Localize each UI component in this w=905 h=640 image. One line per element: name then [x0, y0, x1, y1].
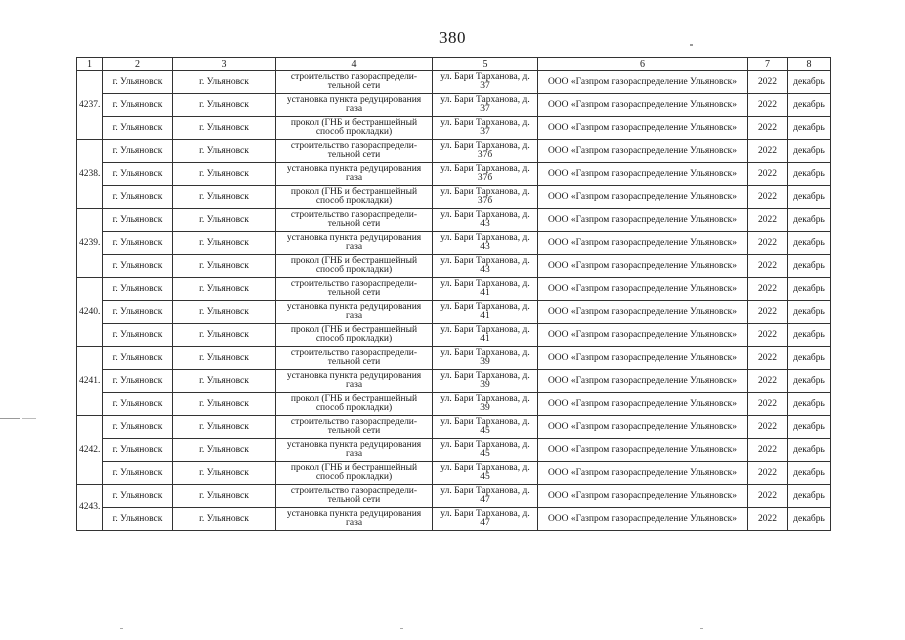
cell-address: ул. Бари Тарханова, д. 45 — [433, 416, 538, 439]
cell-work-type: установка пункта редуцирования газа — [276, 232, 433, 255]
scan-margin-mark — [22, 418, 36, 419]
cell-month: декабрь — [788, 416, 831, 439]
cell-year: 2022 — [748, 347, 788, 370]
cell-locality-to: г. Ульяновск — [173, 416, 276, 439]
cell-locality-to: г. Ульяновск — [173, 301, 276, 324]
cell-work-type: прокол (ГНБ и бестраншейный способ прокладки) — [276, 393, 433, 416]
cell-month: декабрь — [788, 71, 831, 94]
entry-number: 4241. — [77, 347, 103, 416]
cell-locality-to: г. Ульяновск — [173, 255, 276, 278]
cell-organization: ООО «Газпром газораспределение Ульяновск» — [538, 370, 748, 393]
cell-locality-to: г. Ульяновск — [173, 324, 276, 347]
registry-table — [76, 57, 831, 531]
cell-address: ул. Бари Тарханова, д. 37 — [433, 71, 538, 94]
cell-month: декабрь — [788, 485, 831, 508]
cell-month: декабрь — [788, 255, 831, 278]
cell-work-type: строительство газораспредели-тельной сети — [276, 347, 433, 370]
cell-year: 2022 — [748, 439, 788, 462]
entry-number: 4240. — [77, 278, 103, 347]
cell-month: декабрь — [788, 462, 831, 485]
cell-work-type: установка пункта редуцирования газа — [276, 508, 433, 531]
cell-month: декабрь — [788, 393, 831, 416]
cell-locality-to: г. Ульяновск — [173, 278, 276, 301]
header-cell-5: 5 — [433, 58, 538, 71]
cell-year: 2022 — [748, 485, 788, 508]
cell-year: 2022 — [748, 278, 788, 301]
entry-number: 4242. — [77, 416, 103, 485]
cell-month: декабрь — [788, 301, 831, 324]
cell-address: ул. Бари Тарханова, д. 43 — [433, 255, 538, 278]
cell-locality-from: г. Ульяновск — [103, 347, 173, 370]
cell-year: 2022 — [748, 163, 788, 186]
cell-organization: ООО «Газпром газораспределение Ульяновск» — [538, 439, 748, 462]
header-cell-7: 7 — [748, 58, 788, 71]
cell-locality-to: г. Ульяновск — [173, 462, 276, 485]
header-cell-2: 2 — [103, 58, 173, 71]
cell-organization: ООО «Газпром газораспределение Ульяновск» — [538, 347, 748, 370]
cell-work-type: установка пункта редуцирования газа — [276, 94, 433, 117]
table-row — [77, 117, 831, 140]
cell-organization: ООО «Газпром газораспределение Ульяновск» — [538, 393, 748, 416]
cell-address: ул. Бари Тарханова, д. 41 — [433, 301, 538, 324]
cell-address: ул. Бари Тарханова, д. 47 — [433, 485, 538, 508]
table-row — [77, 416, 831, 439]
cell-organization: ООО «Газпром газораспределение Ульяновск» — [538, 140, 748, 163]
table-row — [77, 439, 831, 462]
table-row — [77, 508, 831, 531]
scan-dot — [700, 628, 703, 629]
table-row — [77, 163, 831, 186]
table-row — [77, 347, 831, 370]
table-row — [77, 140, 831, 163]
cell-year: 2022 — [748, 508, 788, 531]
cell-locality-from: г. Ульяновск — [103, 462, 173, 485]
cell-year: 2022 — [748, 301, 788, 324]
cell-locality-from: г. Ульяновск — [103, 186, 173, 209]
entry-number: 4239. — [77, 209, 103, 278]
cell-organization: ООО «Газпром газораспределение Ульяновск» — [538, 232, 748, 255]
cell-locality-from: г. Ульяновск — [103, 439, 173, 462]
cell-locality-to: г. Ульяновск — [173, 232, 276, 255]
cell-locality-to: г. Ульяновск — [173, 71, 276, 94]
cell-month: декабрь — [788, 117, 831, 140]
cell-locality-from: г. Ульяновск — [103, 232, 173, 255]
cell-locality-to: г. Ульяновск — [173, 140, 276, 163]
table-row — [77, 301, 831, 324]
cell-month: декабрь — [788, 278, 831, 301]
cell-work-type: строительство газораспредели-тельной сети — [276, 416, 433, 439]
cell-year: 2022 — [748, 209, 788, 232]
table-row — [77, 186, 831, 209]
cell-organization: ООО «Газпром газораспределение Ульяновск» — [538, 324, 748, 347]
cell-year: 2022 — [748, 117, 788, 140]
cell-month: декабрь — [788, 508, 831, 531]
cell-address: ул. Бари Тарханова, д. 39 — [433, 370, 538, 393]
cell-locality-from: г. Ульяновск — [103, 71, 173, 94]
cell-month: декабрь — [788, 186, 831, 209]
table-row — [77, 393, 831, 416]
cell-locality-to: г. Ульяновск — [173, 508, 276, 531]
cell-organization: ООО «Газпром газораспределение Ульяновск» — [538, 485, 748, 508]
cell-month: декабрь — [788, 347, 831, 370]
cell-work-type: прокол (ГНБ и бестраншейный способ прокладки) — [276, 255, 433, 278]
table-row — [77, 94, 831, 117]
cell-locality-to: г. Ульяновск — [173, 94, 276, 117]
cell-address: ул. Бари Тарханова, д. 41 — [433, 324, 538, 347]
cell-locality-from: г. Ульяновск — [103, 140, 173, 163]
cell-locality-from: г. Ульяновск — [103, 278, 173, 301]
cell-locality-from: г. Ульяновск — [103, 117, 173, 140]
cell-month: декабрь — [788, 370, 831, 393]
cell-address: ул. Бари Тарханова, д. 39 — [433, 347, 538, 370]
table-row — [77, 462, 831, 485]
cell-address: ул. Бари Тарханова, д. 43 — [433, 232, 538, 255]
cell-locality-to: г. Ульяновск — [173, 393, 276, 416]
cell-locality-to: г. Ульяновск — [173, 163, 276, 186]
entry-number: 4237. — [77, 71, 103, 140]
cell-year: 2022 — [748, 232, 788, 255]
table-row — [77, 485, 831, 508]
cell-work-type: строительство газораспредели-тельной сети — [276, 485, 433, 508]
cell-month: декабрь — [788, 94, 831, 117]
scan-dot — [120, 628, 123, 629]
cell-locality-to: г. Ульяновск — [173, 209, 276, 232]
registry-table-wrapper — [76, 57, 830, 531]
cell-organization: ООО «Газпром газораспределение Ульяновск» — [538, 278, 748, 301]
cell-organization: ООО «Газпром газораспределение Ульяновск» — [538, 301, 748, 324]
header-cell-1: 1 — [77, 58, 103, 71]
cell-month: декабрь — [788, 232, 831, 255]
header-cell-6: 6 — [538, 58, 748, 71]
entry-number: 4238. — [77, 140, 103, 209]
table-row — [77, 278, 831, 301]
cell-work-type: установка пункта редуцирования газа — [276, 370, 433, 393]
scan-margin-mark — [0, 418, 20, 419]
cell-locality-from: г. Ульяновск — [103, 301, 173, 324]
cell-locality-from: г. Ульяновск — [103, 393, 173, 416]
table-row — [77, 209, 831, 232]
cell-locality-to: г. Ульяновск — [173, 186, 276, 209]
cell-address: ул. Бари Тарханова, д. 37 — [433, 94, 538, 117]
header-cell-3: 3 — [173, 58, 276, 71]
cell-work-type: прокол (ГНБ и бестраншейный способ прокладки) — [276, 117, 433, 140]
cell-locality-from: г. Ульяновск — [103, 508, 173, 531]
cell-locality-from: г. Ульяновск — [103, 255, 173, 278]
cell-address: ул. Бари Тарханова, д. 45 — [433, 439, 538, 462]
cell-address: ул. Бари Тарханова, д. 37б — [433, 140, 538, 163]
header-cell-4: 4 — [276, 58, 433, 71]
scan-mark — [690, 44, 693, 46]
header-cell-8: 8 — [788, 58, 831, 71]
cell-organization: ООО «Газпром газораспределение Ульяновск» — [538, 117, 748, 140]
cell-locality-from: г. Ульяновск — [103, 416, 173, 439]
cell-year: 2022 — [748, 71, 788, 94]
cell-address: ул. Бари Тарханова, д. 39 — [433, 393, 538, 416]
cell-address: ул. Бари Тарханова, д. 37б — [433, 186, 538, 209]
cell-organization: ООО «Газпром газораспределение Ульяновск» — [538, 462, 748, 485]
cell-month: декабрь — [788, 439, 831, 462]
cell-work-type: прокол (ГНБ и бестраншейный способ прокладки) — [276, 324, 433, 347]
cell-month: декабрь — [788, 163, 831, 186]
cell-address: ул. Бари Тарханова, д. 41 — [433, 278, 538, 301]
cell-locality-to: г. Ульяновск — [173, 370, 276, 393]
cell-work-type: прокол (ГНБ и бестраншейный способ прокладки) — [276, 462, 433, 485]
cell-year: 2022 — [748, 393, 788, 416]
table-row — [77, 232, 831, 255]
cell-locality-from: г. Ульяновск — [103, 324, 173, 347]
cell-month: декабрь — [788, 140, 831, 163]
cell-year: 2022 — [748, 255, 788, 278]
cell-organization: ООО «Газпром газораспределение Ульяновск» — [538, 163, 748, 186]
cell-work-type: строительство газораспредели-тельной сети — [276, 71, 433, 94]
cell-locality-from: г. Ульяновск — [103, 163, 173, 186]
cell-year: 2022 — [748, 462, 788, 485]
table-row — [77, 370, 831, 393]
entry-number: 4243. — [77, 485, 103, 531]
table-row — [77, 71, 831, 94]
table-body — [77, 58, 831, 531]
cell-address: ул. Бари Тарханова, д. 43 — [433, 209, 538, 232]
cell-address: ул. Бари Тарханова, д. 45 — [433, 462, 538, 485]
cell-year: 2022 — [748, 94, 788, 117]
cell-address: ул. Бари Тарханова, д. 37б — [433, 163, 538, 186]
cell-organization: ООО «Газпром газораспределение Ульяновск» — [538, 416, 748, 439]
cell-work-type: строительство газораспредели-тельной сети — [276, 278, 433, 301]
cell-month: декабрь — [788, 324, 831, 347]
cell-work-type: установка пункта редуцирования газа — [276, 301, 433, 324]
cell-work-type: установка пункта редуцирования газа — [276, 163, 433, 186]
cell-year: 2022 — [748, 186, 788, 209]
cell-locality-from: г. Ульяновск — [103, 209, 173, 232]
cell-work-type: строительство газораспредели-тельной сети — [276, 209, 433, 232]
cell-locality-to: г. Ульяновск — [173, 485, 276, 508]
cell-organization: ООО «Газпром газораспределение Ульяновск» — [538, 71, 748, 94]
cell-work-type: установка пункта редуцирования газа — [276, 439, 433, 462]
cell-locality-from: г. Ульяновск — [103, 94, 173, 117]
cell-year: 2022 — [748, 140, 788, 163]
cell-address: ул. Бари Тарханова, д. 37 — [433, 117, 538, 140]
cell-locality-from: г. Ульяновск — [103, 370, 173, 393]
cell-address: ул. Бари Тарханова, д. 47 — [433, 508, 538, 531]
table-row — [77, 324, 831, 347]
page-number: 380 — [439, 28, 466, 47]
cell-year: 2022 — [748, 324, 788, 347]
cell-organization: ООО «Газпром газораспределение Ульяновск» — [538, 255, 748, 278]
cell-month: декабрь — [788, 209, 831, 232]
cell-locality-to: г. Ульяновск — [173, 439, 276, 462]
cell-locality-to: г. Ульяновск — [173, 347, 276, 370]
cell-locality-to: г. Ульяновск — [173, 117, 276, 140]
header-row — [77, 58, 831, 71]
cell-organization: ООО «Газпром газораспределение Ульяновск» — [538, 94, 748, 117]
cell-year: 2022 — [748, 416, 788, 439]
cell-organization: ООО «Газпром газораспределение Ульяновск» — [538, 209, 748, 232]
cell-organization: ООО «Газпром газораспределение Ульяновск» — [538, 508, 748, 531]
table-row — [77, 255, 831, 278]
cell-work-type: прокол (ГНБ и бестраншейный способ прокладки) — [276, 186, 433, 209]
cell-organization: ООО «Газпром газораспределение Ульяновск» — [538, 186, 748, 209]
cell-work-type: строительство газораспредели-тельной сети — [276, 140, 433, 163]
cell-locality-from: г. Ульяновск — [103, 485, 173, 508]
scan-dot — [400, 628, 403, 629]
cell-year: 2022 — [748, 370, 788, 393]
